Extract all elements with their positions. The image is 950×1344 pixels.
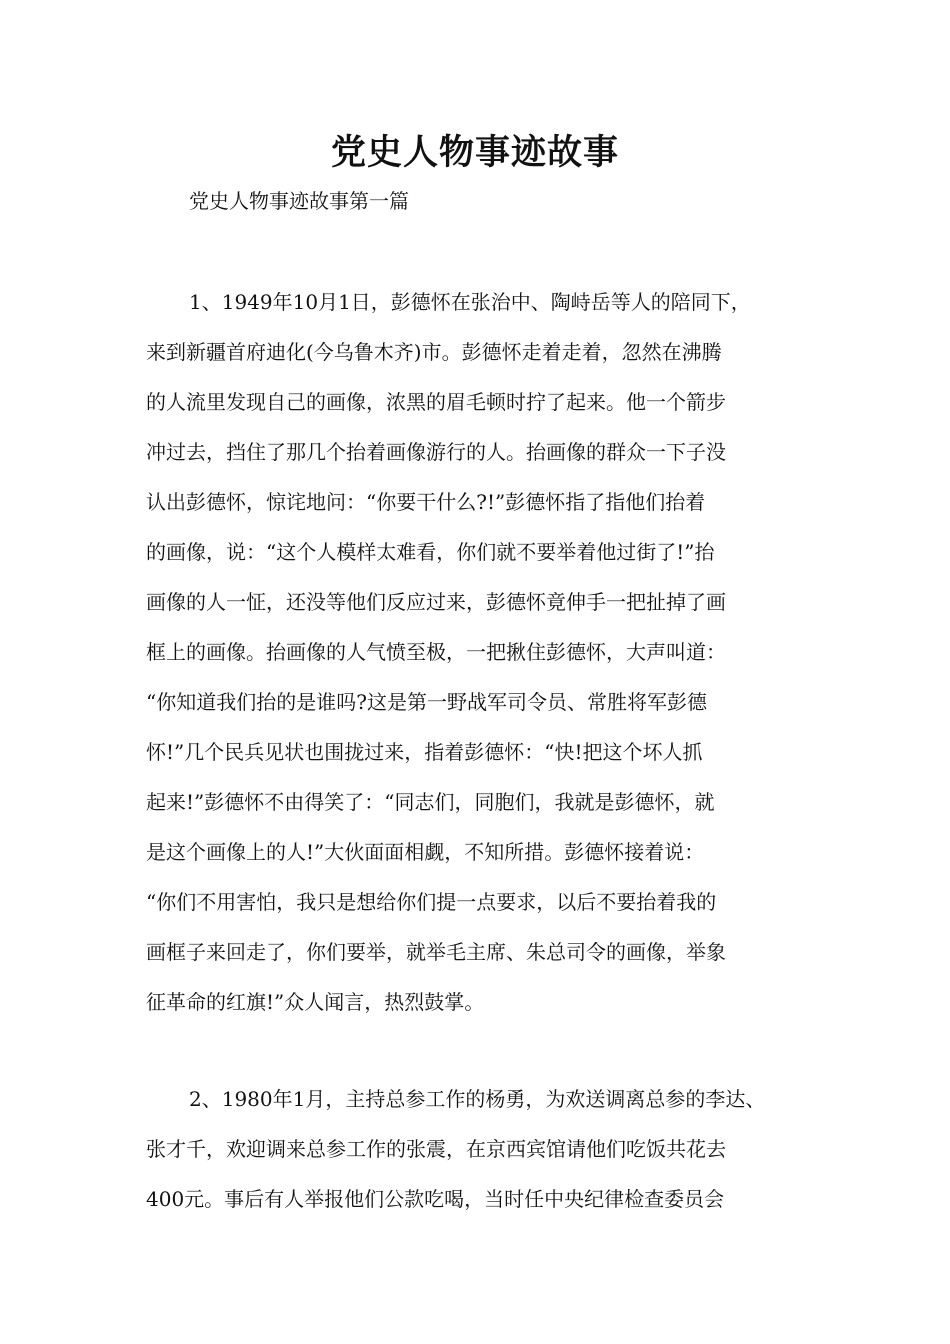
paragraph-line: 的人流里发现自己的画像，浓黑的眉毛顿时拧了起来。他一个箭步 bbox=[146, 390, 726, 414]
paragraph-line: 的画像，说：“这个人模样太难看，你们就不要举着他过街了!”抬 bbox=[146, 540, 715, 564]
paragraph-line: 1、1949年10月1日，彭德怀在张治中、陶峙岳等人的陪同下， bbox=[189, 290, 751, 314]
paragraph-line: 征革命的红旗!”众人闻言，热烈鼓掌。 bbox=[146, 990, 485, 1014]
paragraph-line: 起来!”彭德怀不由得笑了：“同志们，同胞们，我就是彭德怀，就 bbox=[146, 790, 715, 814]
paragraph-1 bbox=[146, 277, 826, 1027]
paragraph-2 bbox=[146, 1074, 826, 1224]
paragraph-line: 张才千，欢迎调来总参工作的张震，在京西宾馆请他们吃饭共花去 bbox=[146, 1137, 726, 1161]
paragraph-line: 画框子来回走了，你们要举，就举毛主席、朱总司令的画像，举象 bbox=[146, 940, 726, 964]
document-title: 党史人物事迹故事 bbox=[330, 132, 619, 173]
paragraph-line: 画像的人一怔，还没等他们反应过来，彭德怀竟伸手一把扯掉了画 bbox=[146, 590, 726, 614]
paragraph-line: “你知道我们抬的是谁吗?这是第一野战军司令员、常胜将军彭德 bbox=[146, 690, 707, 714]
paragraph-line: 认出彭德怀，惊诧地问：“你要干什么?!”彭德怀指了指他们抬着 bbox=[146, 490, 706, 514]
paragraph-line: 框上的画像。抬画像的人气愤至极，一把揪住彭德怀，大声叫道： bbox=[146, 640, 726, 664]
paragraph-line: “你们不用害怕，我只是想给你们提一点要求，以后不要抬着我的 bbox=[146, 890, 717, 914]
paragraph-line: 来到新疆首府迪化(今乌鲁木齐)市。彭德怀走着走着，忽然在沸腾 bbox=[146, 340, 722, 364]
paragraph-line: 是这个画像上的人!”大伙面面相觑，不知所措。彭德怀接着说： bbox=[146, 840, 705, 864]
paragraph-line: 怀!”几个民兵见状也围拢过来，指着彭德怀：“快!把这个坏人抓 bbox=[146, 740, 703, 764]
paragraph-line: 冲过去，挡住了那几个抬着画像游行的人。抬画像的群众一下子没 bbox=[146, 440, 726, 464]
paragraph-line: 2、1980年1月，主持总参工作的杨勇，为欢送调离总参的李达、 bbox=[189, 1087, 766, 1111]
document-subtitle: 党史人物事迹故事第一篇 bbox=[189, 189, 409, 213]
paragraph-line: 400元。事后有人举报他们公款吃喝，当时任中央纪律检查委员会 bbox=[146, 1187, 725, 1211]
